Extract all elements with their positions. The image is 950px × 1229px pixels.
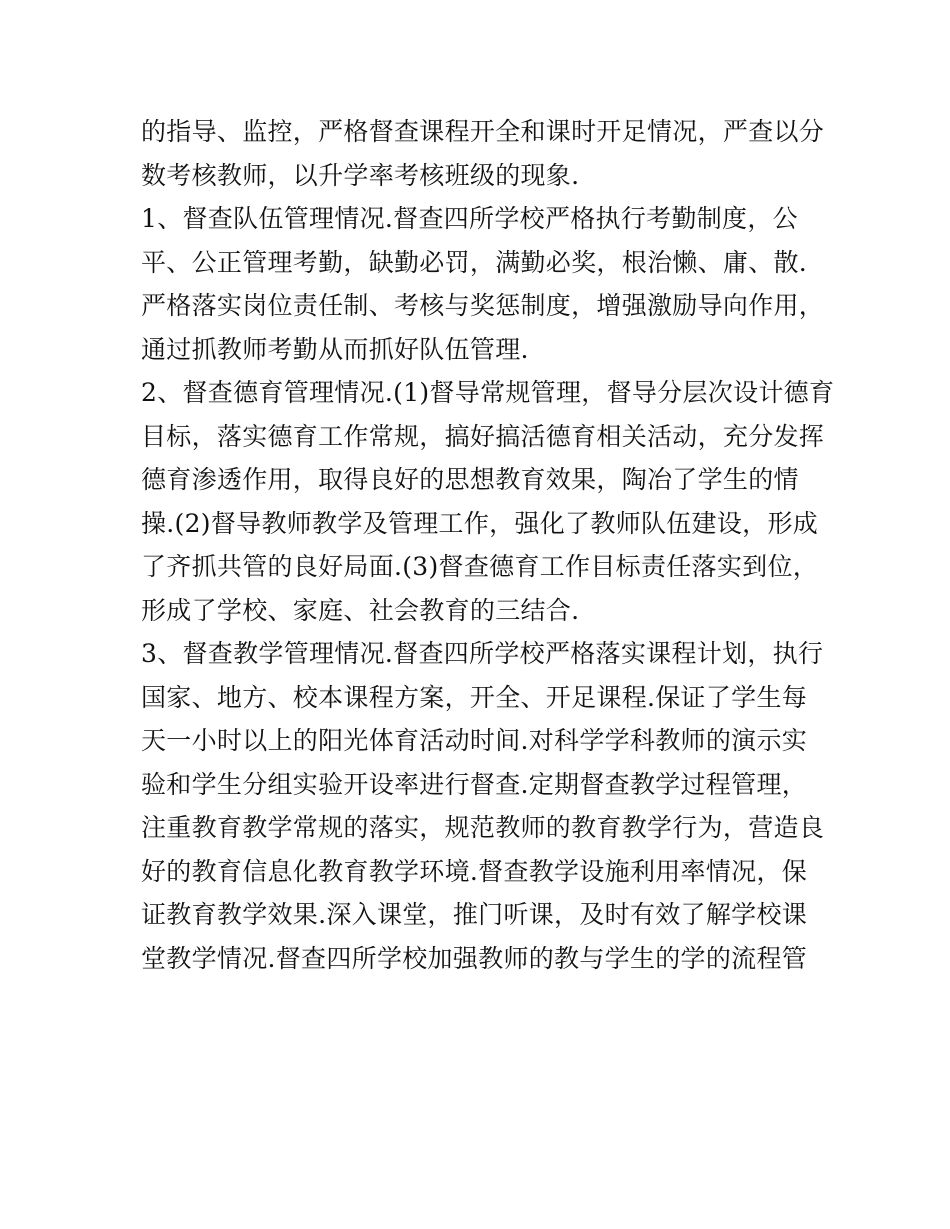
text-line: 数考核教师，以升学率考核班级的现象. — [141, 160, 580, 190]
text-line: 了齐抓共管的良好局面.(3)督查德育工作目标责任落实到位， — [141, 552, 819, 581]
text-line: 目标，落实德育工作常规，搞好搞活德育相关活动，充分发挥 — [141, 421, 825, 451]
text-line: 国家、地方、校本课程方案，开全、开足课程.保证了学生每 — [141, 682, 808, 712]
text-line: 注重教育教学常规的落实，规范教师的教育教学行为，营造良 — [141, 813, 825, 842]
text-line: 天一小时以上的阳光体育活动时间.对科学学科教师的演示实 — [141, 726, 808, 755]
text-line: 的指导、监控，严格督查课程开全和课时开足情况，严查以分 — [141, 117, 825, 146]
text-line: 平、公正管理考勤，缺勤必罚，满勤必奖，根治懒、庸、散. — [141, 247, 808, 277]
text-line: 2、督查德育管理情况.(1)督导常规管理，督导分层次设计德育 — [141, 378, 835, 407]
text-line: 3、督查教学管理情况.督查四所学校严格落实课程计划，执行 — [141, 639, 824, 668]
text-line: 1、督查队伍管理情况.督查四所学校严格执行考勤制度，公 — [141, 204, 798, 233]
text-line: 验和学生分组实验开设率进行督查.定期督查教学过程管理， — [141, 769, 808, 799]
text-line: 操.(2)督导教师教学及管理工作，强化了教师队伍建设，形成 — [141, 508, 819, 538]
text-line: 证教育教学效果.深入课堂，推门听课，及时有效了解学校课 — [141, 900, 808, 929]
text-line: 通过抓教师考勤从而抓好队伍管理. — [141, 334, 529, 364]
text-line: 德育渗透作用，取得良好的思想教育效果，陶冶了学生的情 — [141, 465, 799, 494]
text-line: 严格落实岗位责任制、考核与奖惩制度，增强激励导向作用， — [141, 291, 825, 320]
text-line: 好的教育信息化教育教学环境.督查教学设施利用率情况，保 — [141, 856, 808, 886]
text-line: 形成了学校、家庭、社会教育的三结合. — [141, 595, 580, 625]
text-line: 堂教学情况.督查四所学校加强教师的教与学生的学的流程管 — [141, 943, 808, 973]
document-body — [141, 110, 835, 980]
